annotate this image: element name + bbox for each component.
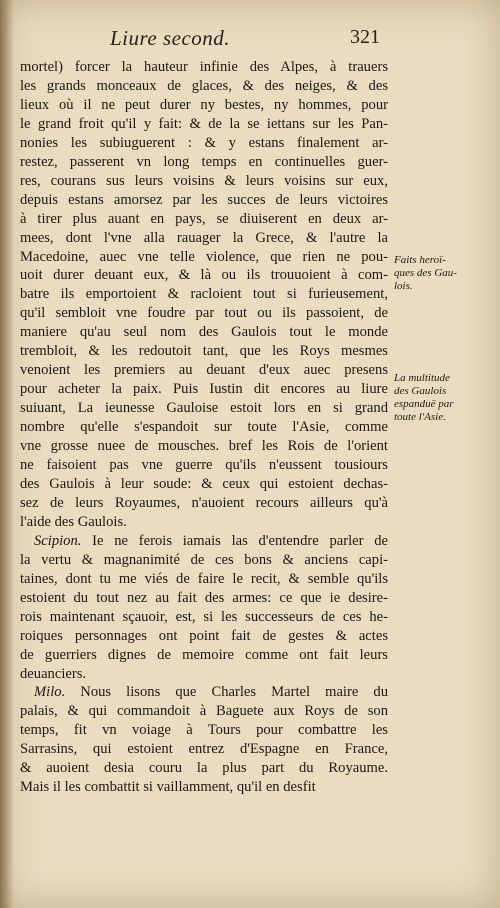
text-line: palais, & qui commandoit à Baguete aux Roys de son — [20, 703, 388, 720]
text-line: des Gaulois à leur soude: & ceux qui estoient dechas- — [20, 475, 388, 492]
text-line: la vertu & magnanimité de ces bons & anciens capi- — [20, 551, 388, 568]
text-line: maniere qu'au seul nom des Gaulois tout le monde — [20, 324, 388, 341]
text-line: Macedoine, auec vne telle violence, que rien ne pou- — [20, 248, 388, 265]
margin-note-line: La multitude — [394, 372, 450, 384]
text-line: depuis estans amorsez par les succes de leurs victoires — [20, 191, 388, 208]
text-line: temps, fit vn voiage à Tours pour combattre les — [20, 722, 388, 739]
text-line: rois maintenant sçauoir, est, si les successeurs de ces he- — [20, 608, 388, 625]
text-line: pour acheter la paix. Puis Iustin dit encores au liure — [20, 381, 388, 398]
margin-note-line: ques des Gau- — [394, 267, 457, 279]
page-number: 321 — [350, 26, 380, 48]
text-line: lieux où il ne peut durer ny bestes, ny hommes, pour — [20, 96, 388, 113]
text-line: sez de leurs Royaumes, n'auoient recours ailleurs qu'à — [20, 494, 388, 511]
margin-note — [394, 254, 490, 293]
text-line: à tirer plus auant en pays, se diuiserent en deux ar- — [20, 210, 388, 227]
text-line: le grand froit qu'il y fait: & de la se iettans sur les Pan- — [20, 115, 388, 132]
text-line: batre ils emportoient & racloient tout si furieusement, — [20, 286, 388, 303]
speaker-milo: Milo. — [34, 684, 66, 701]
text-line: les grands monceaux de glaces, & des neiges, & des — [20, 77, 388, 94]
text-line: de guerriers dignes de memoire comme ont fait leurs — [20, 646, 388, 663]
text-line: res, courans sus leurs voisins & leurs voisins sur eux, — [20, 172, 388, 189]
margin-note-line: Faits heroï- — [394, 254, 446, 266]
speech-scipion-first-line — [20, 532, 388, 551]
text-line: restez, passerent vn long temps en continuelles guer- — [20, 153, 388, 170]
margin-note-line: espanduë par — [394, 398, 454, 410]
text-line: l'aide des Gaulois. — [20, 513, 127, 530]
text-line: mees, dont l'vne alla rauager la Grece, & l'autre la — [20, 229, 388, 246]
text-line: qu'il sembloit vne foudre par tout ou ils passoient, de — [20, 305, 388, 322]
text-line: venoient les premiers au deuant d'eux auec presens — [20, 362, 388, 379]
margin-note — [394, 372, 490, 424]
speech-text: Ie ne ferois iamais las d'entendre parler de — [81, 532, 388, 549]
text-line: Mais il les combattit si vaillamment, qu'il en desfit — [20, 779, 316, 796]
speaker-scipion: Scipion. — [34, 532, 82, 549]
page-spine-shadow — [0, 0, 14, 908]
text-line: & auoient desia couru la plus part du Royaume. — [20, 760, 388, 777]
text-line: deuanciers. — [20, 665, 87, 682]
text-line: nombre qu'elle s'espandoit sur toute l'Asie, comme — [20, 419, 388, 436]
text-line: trembloit, & les redoutoit tant, que les Roys mesmes — [20, 343, 388, 360]
text-line: nonies les subiuguerent : & y estans finalement ar- — [20, 134, 388, 151]
text-line: vne grosse nuee de mousches. bref les Rois de l'orient — [20, 438, 388, 455]
speech-text: Nous lisons que Charles Martel maire du — [65, 684, 388, 701]
margin-note-line: toute l'Asie. — [394, 411, 446, 423]
text-line: mortel) forcer la hauteur infinie des Alpes, à trauers — [20, 59, 388, 75]
text-line: estoient du tout nez au fait des armes: ce que ie desire- — [20, 589, 388, 606]
text-line: Sarrasins, qui estoient entrez d'Espagne en France, — [20, 741, 388, 758]
speech-milo-first-line — [20, 683, 388, 702]
text-line: suiuant, La ieunesse Gauloise estoit lors en si grand — [20, 400, 388, 417]
margin-note-line: des Gaulois — [394, 385, 447, 397]
running-head: Liure second. — [110, 26, 231, 50]
main-text — [20, 58, 388, 797]
margin-note-line: lois. — [394, 280, 413, 292]
page-header — [0, 26, 500, 54]
text-line: uoit durer deuant eux, & là ou ils trouuoient à com- — [20, 267, 388, 284]
text-line: ne faisoient pas vne guerre qu'ils n'eussent tousiours — [20, 457, 388, 474]
text-line: roiques personnages ont point fait de gestes & actes — [20, 627, 388, 644]
text-line: taines, dont tu me viés de faire le recit, & semble qu'ils — [20, 570, 388, 587]
